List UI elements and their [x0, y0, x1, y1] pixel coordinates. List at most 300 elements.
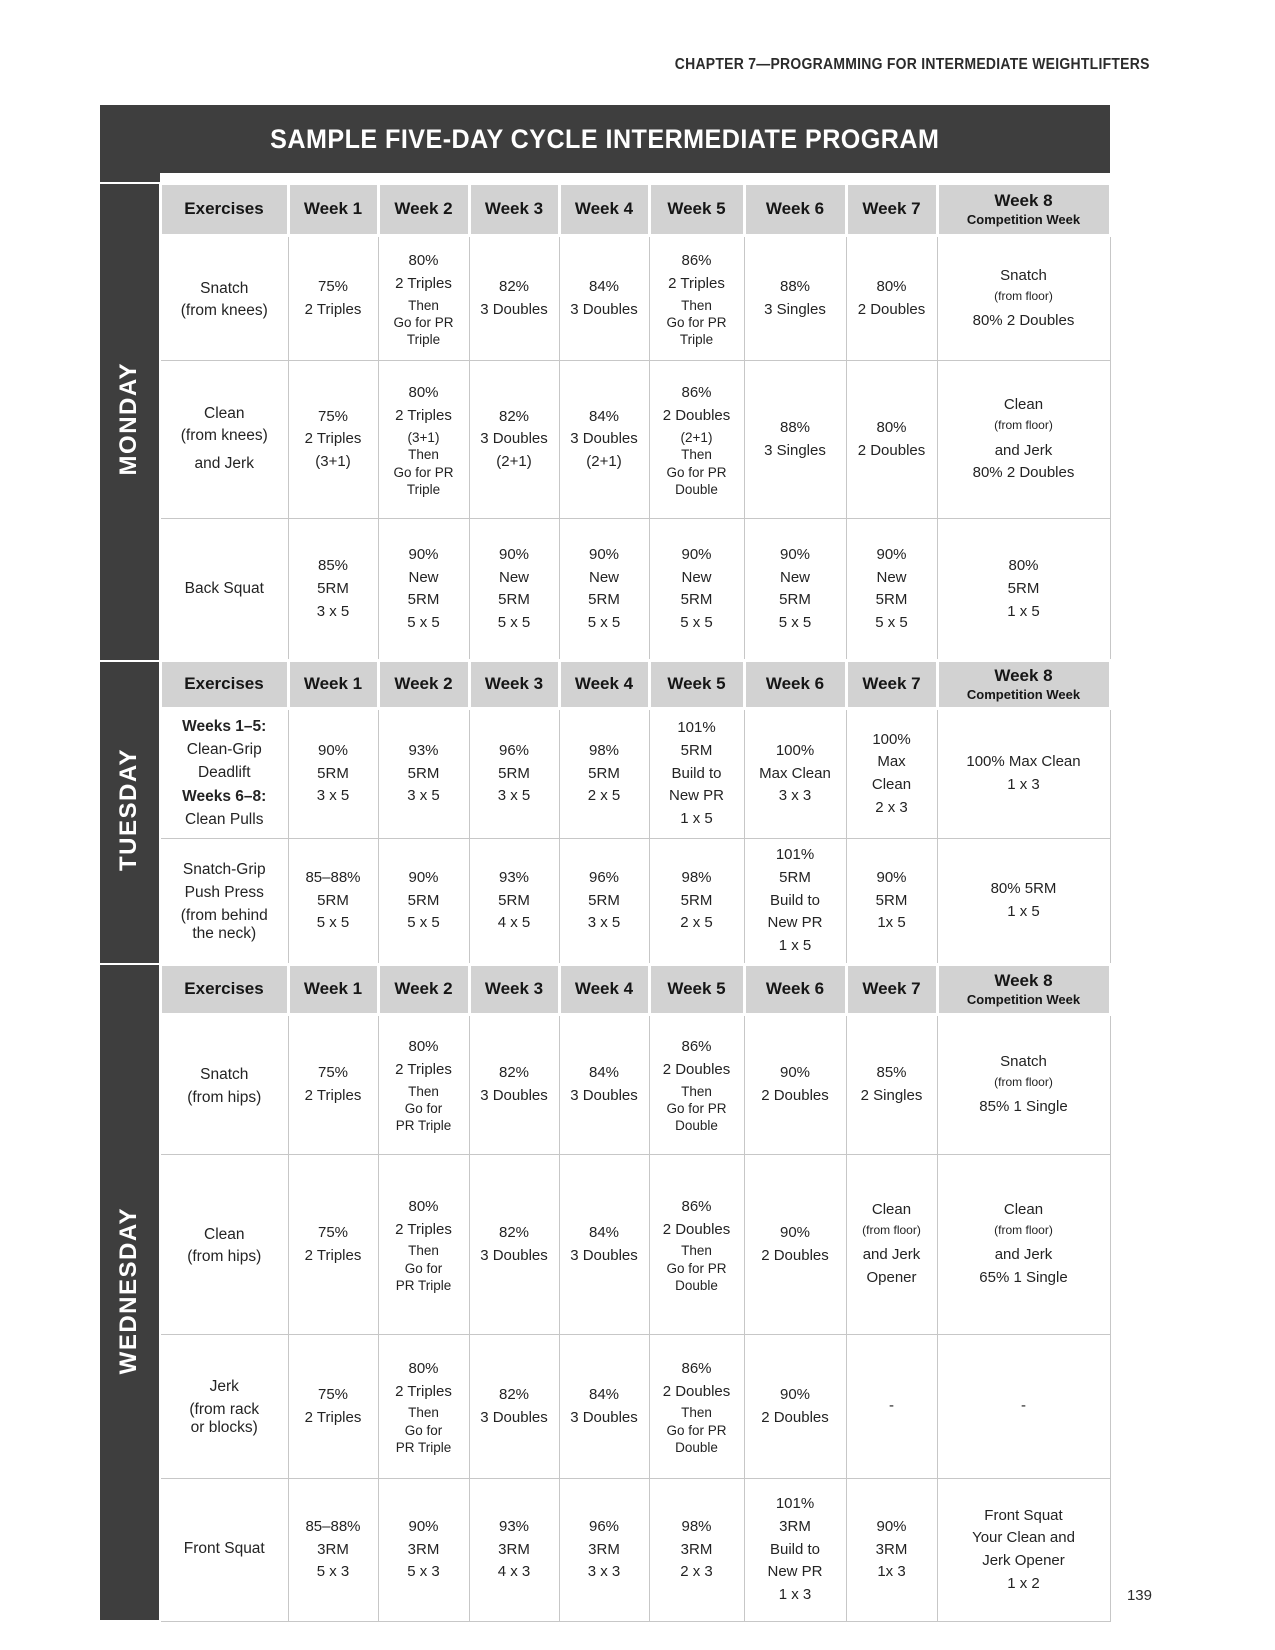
cell-line: 90%: [408, 545, 439, 563]
cell-line: 4 x 3: [497, 1563, 531, 1581]
cell-line: (3+1): [315, 453, 351, 471]
cell-line: Then: [681, 297, 712, 313]
value-cell-week-5: [649, 1154, 744, 1334]
cell-line: 3 x 3: [587, 1563, 621, 1581]
cell-line: 3RM: [317, 1540, 349, 1558]
value-cell-week-4: [559, 1478, 649, 1621]
cell-line: 3 Singles: [764, 300, 826, 318]
exercise-cell: [160, 236, 288, 361]
cell-line: 2 x 3: [875, 798, 908, 816]
value-cell-week-8: [937, 361, 1110, 519]
cell-line: Clean: [871, 1201, 912, 1219]
cell-line: 90%: [876, 868, 907, 886]
week8-title: Week 8: [994, 666, 1053, 685]
cell-line: 5RM: [498, 764, 530, 782]
week8-title: Week 8: [994, 970, 1053, 990]
cell-line: 3 x 5: [316, 602, 350, 620]
cell-line: 5 x 5: [316, 914, 350, 932]
week8-title: Week 8: [994, 191, 1053, 210]
cell-line: Go for: [404, 1260, 443, 1276]
cell-line: 90%: [779, 1064, 811, 1082]
cell-line: 5RM: [407, 591, 440, 609]
cell-line: 2 Doubles: [662, 1061, 731, 1079]
cell-line: 101%: [677, 719, 716, 737]
cell-line: Go for PR: [393, 464, 454, 480]
cell-line: 3 Doubles: [480, 1087, 548, 1105]
cell-line: 1 x 3: [1007, 776, 1040, 794]
cell-line: 2 Triples: [304, 300, 362, 318]
value-cell-week-5: [649, 1334, 744, 1478]
value-cell-week-4: [559, 519, 649, 661]
section-header-row: [100, 661, 1110, 709]
cell-line: 3RM: [407, 1540, 440, 1558]
exercise-cell: [160, 1478, 288, 1621]
day-label-text: MONDAY: [115, 362, 143, 476]
cell-line: PR Triple: [395, 1439, 452, 1455]
cell-line: Then: [681, 447, 712, 463]
cell-line: 1 x 3: [778, 1586, 812, 1604]
value-cell-week-2: [378, 519, 469, 661]
day-label-tuesday: [100, 661, 160, 965]
program-table: [100, 182, 1112, 1622]
cell-line: (from hips): [187, 1088, 262, 1106]
cell-line: 5RM: [875, 591, 908, 609]
table-row: [100, 361, 1110, 519]
value-cell-week-5: [649, 519, 744, 661]
cell-line: 80%: [408, 384, 439, 402]
cell-line: Then: [681, 1405, 712, 1421]
cell-line: 88%: [779, 278, 811, 295]
table-title: SAMPLE FIVE-DAY CYCLE INTERMEDIATE PROGRAM: [270, 123, 940, 154]
cell-line: 3RM: [779, 1517, 811, 1535]
cell-line: 80%: [876, 278, 907, 295]
value-cell-week-6: [744, 1154, 846, 1334]
cell-line: Clean: [871, 776, 912, 794]
cell-line: 2 Doubles: [761, 1087, 829, 1105]
value-cell-week-4: [559, 838, 649, 964]
value-cell-week-1: [288, 1334, 378, 1478]
cell-line: Double: [675, 1439, 718, 1455]
cell-line: 82%: [498, 1223, 530, 1241]
exercise-cell: [160, 1334, 288, 1478]
value-cell-week-4: [559, 236, 649, 361]
cell-line: 2 x 3: [680, 1563, 713, 1581]
cell-line: 2 Doubles: [662, 407, 731, 425]
value-cell-week-6: [744, 1014, 846, 1154]
cell-line: 84%: [588, 407, 620, 425]
cell-line: 96%: [588, 1517, 620, 1535]
column-header-week-3: Week 3: [469, 661, 559, 709]
column-header-week-7: Week 7: [846, 661, 937, 709]
cell-line: Double: [675, 1118, 718, 1134]
cell-line: 3 Doubles: [480, 1408, 548, 1426]
cell-line: 1 x 2: [1007, 1574, 1040, 1592]
value-cell-week-7: [846, 709, 937, 839]
cell-line: 2 Triples: [668, 274, 725, 292]
column-header-week-1: Week 1: [288, 661, 378, 709]
program-table-wrap: [100, 105, 1110, 1622]
cell-line: 80%: [1008, 557, 1039, 575]
cell-line: (2+1): [586, 453, 622, 471]
value-cell-week-2: [378, 361, 469, 519]
cell-line: 3 Doubles: [480, 1246, 548, 1264]
cell-line: 3RM: [680, 1540, 713, 1558]
value-cell-week-4: [559, 1154, 649, 1334]
cell-line: (from floor): [994, 1223, 1053, 1238]
value-cell-week-6: [744, 519, 846, 661]
cell-line: (from hips): [187, 1248, 262, 1266]
cell-line: Clean: [204, 1225, 245, 1243]
table-row: [100, 1154, 1110, 1334]
cell-line: 3 x 5: [587, 914, 621, 932]
cell-line: Push Press: [184, 884, 264, 902]
cell-line: (from floor): [994, 1074, 1053, 1089]
cell-line: 5 x 5: [680, 614, 713, 631]
cell-line: (3+1): [407, 429, 440, 445]
cell-line: Jerk: [209, 1378, 239, 1396]
value-cell-week-8: [937, 1154, 1110, 1334]
cell-line: New: [876, 568, 907, 586]
value-cell-week-1: [288, 1014, 378, 1154]
cell-line: Triple: [679, 332, 714, 348]
cell-line: New: [408, 568, 439, 586]
value-cell-week-3: [469, 1334, 559, 1478]
cell-line: 2 Triples: [304, 1246, 362, 1264]
cell-line: 2 Singles: [860, 1087, 923, 1105]
cell-line: Go for PR: [666, 464, 727, 480]
cell-line: Weeks 6–8:: [182, 787, 267, 805]
cell-line: 3 Doubles: [480, 430, 548, 448]
cell-line: 2 Doubles: [662, 1220, 731, 1238]
value-cell-week-5: [649, 838, 744, 964]
page-number: 139: [1126, 1587, 1152, 1604]
column-header-week-3: Week 3: [469, 184, 559, 236]
cell-line: 82%: [498, 278, 530, 295]
cell-line: 90%: [876, 545, 907, 563]
cell-line: Weeks 1–5:: [182, 717, 267, 735]
value-cell-week-6: [744, 1334, 846, 1478]
cell-line: 85–88%: [305, 1517, 361, 1535]
title-gap-divider: [100, 173, 1110, 182]
cell-line: 3 Singles: [764, 441, 826, 459]
week8-subtitle: Competition Week: [966, 687, 1081, 703]
value-cell-week-6: [744, 1478, 846, 1621]
column-header-week-2: Week 2: [378, 661, 469, 709]
cell-line: Then: [681, 1243, 712, 1259]
cell-line: 80%: [408, 1359, 439, 1377]
cell-line: 86%: [681, 252, 712, 270]
cell-line: 3 Doubles: [570, 1408, 638, 1426]
cell-line: 80%: [408, 252, 439, 270]
cell-line: 100%: [872, 730, 911, 748]
value-cell-week-8: [937, 519, 1110, 661]
value-cell-week-4: [559, 709, 649, 839]
cell-line: 5RM: [680, 741, 713, 759]
cell-line: 86%: [681, 1038, 712, 1056]
value-cell-week-7: [846, 1014, 937, 1154]
cell-line: 98%: [588, 741, 620, 759]
cell-line: 3RM: [498, 1540, 530, 1558]
cell-line: PR Triple: [395, 1118, 452, 1134]
value-cell-week-1: [288, 1154, 378, 1334]
cell-line: Then: [681, 1083, 712, 1099]
column-header-week-6: Week 6: [744, 661, 846, 709]
value-cell-week-5: [649, 1478, 744, 1621]
cell-line: 5 x 3: [407, 1563, 440, 1581]
column-header-week-6: Week 6: [744, 184, 846, 236]
cell-line: Then: [408, 1405, 439, 1421]
cell-line: 98%: [681, 868, 712, 886]
exercise-cell: [160, 1014, 288, 1154]
cell-line: 3 x 3: [778, 787, 812, 805]
value-cell-week-7: [846, 838, 937, 964]
cell-line: 5RM: [588, 591, 620, 609]
value-cell-week-2: [378, 1154, 469, 1334]
cell-line: 1x 5: [877, 914, 906, 932]
cell-line: Go for PR: [666, 314, 727, 330]
cell-line: 3 Doubles: [570, 430, 638, 448]
cell-line: 5RM: [875, 891, 908, 909]
cell-line: 4 x 5: [497, 914, 531, 932]
cell-line: 75%: [317, 278, 349, 295]
cell-line: 5RM: [317, 764, 349, 782]
cell-line: 2 x 5: [587, 787, 621, 805]
cell-line: Max Clean: [759, 764, 831, 782]
cell-line: New PR: [767, 1563, 823, 1581]
cell-line: 5RM: [779, 591, 811, 609]
cell-line: 5 x 5: [407, 614, 440, 631]
cell-line: Triple: [406, 332, 441, 348]
cell-line: Snatch: [200, 1066, 249, 1084]
cell-line: 5RM: [680, 591, 713, 609]
cell-line: 5RM: [779, 868, 811, 886]
value-cell-week-2: [378, 1334, 469, 1478]
cell-line: Go for: [404, 1422, 443, 1438]
cell-line: New: [498, 568, 529, 586]
cell-line: Clean: [1003, 396, 1044, 414]
cell-line: 96%: [498, 741, 530, 759]
table-row: [100, 236, 1110, 361]
cell-line: Go for: [404, 1101, 443, 1117]
cell-line: 85%: [876, 1064, 907, 1082]
value-cell-week-3: [469, 1478, 559, 1621]
cell-line: 2 Triples: [395, 407, 452, 425]
cell-line: 85% 1 Single: [979, 1098, 1068, 1116]
cell-line: (from floor): [994, 288, 1053, 303]
day-label-monday: [100, 184, 160, 661]
cell-line: Clean: [204, 405, 245, 423]
day-label-text: WEDNESDAY: [115, 1206, 143, 1375]
cell-line: 90%: [317, 741, 349, 759]
value-cell-week-3: [469, 1014, 559, 1154]
value-cell-week-8: [937, 236, 1110, 361]
cell-line: Front Squat: [984, 1506, 1063, 1524]
cell-line: 2 Triples: [395, 274, 452, 292]
section-header-row: [100, 964, 1110, 1014]
cell-line: Snatch-Grip: [182, 860, 266, 878]
day-label-wednesday: [100, 964, 160, 1621]
cell-line: 96%: [588, 868, 620, 886]
value-cell-week-1: [288, 236, 378, 361]
cell-line: 75%: [317, 1385, 349, 1403]
cell-line: 2 Triples: [304, 1087, 362, 1105]
value-cell-week-3: [469, 838, 559, 964]
cell-line: 80%: [408, 1038, 439, 1056]
cell-line: 5 x 5: [587, 614, 621, 631]
value-cell-week-1: [288, 709, 378, 839]
cell-line: Double: [675, 481, 718, 497]
exercise-cell: [160, 709, 288, 839]
cell-line: 5RM: [588, 764, 620, 782]
cell-line: 101%: [775, 1495, 815, 1513]
cell-line: 2 Triples: [395, 1382, 452, 1400]
cell-line: New: [779, 568, 810, 586]
column-header-week-7: Week 7: [846, 964, 937, 1014]
value-cell-week-2: [378, 236, 469, 361]
column-header-exercises: Exercises: [160, 964, 288, 1014]
cell-line: 2 Triples: [304, 430, 362, 448]
cell-line: 2 Doubles: [857, 441, 926, 459]
cell-line: Clean Pulls: [185, 811, 264, 829]
table-row: [100, 1478, 1110, 1621]
table-row: [100, 1334, 1110, 1478]
value-cell-week-2: [378, 1014, 469, 1154]
cell-line: 3RM: [875, 1540, 908, 1558]
cell-line: 80%: [876, 419, 907, 436]
cell-line: 2 Doubles: [761, 1246, 829, 1264]
cell-line: Your Clean and: [972, 1529, 1075, 1547]
cell-line: 90%: [498, 545, 530, 563]
value-cell-week-5: [649, 361, 744, 519]
value-cell-week-3: [469, 361, 559, 519]
exercise-cell: [160, 838, 288, 964]
cell-line: 90%: [588, 545, 620, 563]
cell-line: 90%: [779, 1223, 811, 1241]
value-cell-week-2: [378, 1478, 469, 1621]
cell-line: 80% 5RM: [990, 880, 1057, 898]
cell-line: 5RM: [317, 579, 349, 597]
cell-line: -: [1021, 1397, 1026, 1415]
cell-line: Then: [408, 297, 439, 313]
table-title-bar: [100, 105, 1110, 173]
column-header-week-7: Week 7: [846, 184, 937, 236]
cell-line: Build to: [671, 764, 722, 782]
cell-line: 86%: [681, 1359, 712, 1377]
exercise-cell: [160, 1154, 288, 1334]
cell-line: 100%: [775, 741, 815, 759]
cell-line: 90%: [779, 1385, 811, 1403]
cell-line: 80%: [408, 1197, 439, 1215]
cell-line: 3 x 5: [316, 787, 350, 805]
cell-line: 75%: [317, 1223, 349, 1241]
cell-line: 2 Triples: [304, 1408, 362, 1426]
cell-line: (from knees): [180, 427, 268, 445]
cell-line: Then: [408, 1243, 439, 1259]
value-cell-week-7: [846, 361, 937, 519]
cell-line: (from floor): [862, 1223, 921, 1238]
column-header-week-5: Week 5: [649, 184, 744, 236]
cell-line: Go for PR: [666, 1101, 727, 1117]
cell-line: and Jerk: [862, 1246, 921, 1264]
cell-line: Double: [675, 1277, 718, 1293]
cell-line: 80% 2 Doubles: [972, 464, 1075, 482]
cell-line: 5RM: [588, 891, 620, 909]
cell-line: 5 x 5: [778, 614, 812, 631]
exercise-cell: [160, 519, 288, 661]
value-cell-week-7: [846, 1154, 937, 1334]
cell-line: 90%: [876, 1517, 907, 1535]
cell-line: Back Squat: [184, 579, 264, 597]
cell-line: 98%: [681, 1517, 712, 1535]
cell-line: Max: [877, 753, 906, 771]
cell-line: Clean-Grip: [186, 740, 262, 758]
column-header-week-3: Week 3: [469, 964, 559, 1014]
value-cell-week-7: [846, 1478, 937, 1621]
value-cell-week-2: [378, 709, 469, 839]
cell-line: 93%: [498, 868, 530, 886]
value-cell-week-7: [846, 1334, 937, 1478]
value-cell-week-4: [559, 1014, 649, 1154]
cell-line: 1 x 5: [1007, 602, 1040, 620]
value-cell-week-7: [846, 519, 937, 661]
cell-line: 65% 1 Single: [979, 1269, 1068, 1287]
cell-line: Deadlift: [197, 764, 251, 782]
cell-line: 5RM: [498, 591, 530, 609]
value-cell-week-3: [469, 236, 559, 361]
column-header-week-8: [937, 964, 1110, 1014]
cell-line: (2+1): [680, 429, 713, 445]
cell-line: 90%: [681, 545, 712, 563]
cell-line: 86%: [681, 1197, 712, 1215]
cell-line: 5RM: [407, 891, 440, 909]
cell-line: 85–88%: [305, 868, 361, 886]
value-cell-week-5: [649, 709, 744, 839]
cell-line: Go for PR: [666, 1260, 727, 1276]
cell-line: 2 Triples: [395, 1061, 452, 1079]
cell-line: 5RM: [1007, 579, 1040, 597]
column-header-week-5: Week 5: [649, 661, 744, 709]
cell-line: 5RM: [498, 891, 530, 909]
cell-line: Then: [408, 447, 439, 463]
value-cell-week-5: [649, 1014, 744, 1154]
value-cell-week-1: [288, 519, 378, 661]
value-cell-week-7: [846, 236, 937, 361]
value-cell-week-3: [469, 1154, 559, 1334]
cell-line: Jerk Opener: [982, 1552, 1065, 1570]
cell-line: Snatch: [200, 279, 249, 297]
cell-line: 93%: [408, 741, 439, 759]
value-cell-week-6: [744, 361, 846, 519]
cell-line: 85%: [317, 557, 349, 575]
cell-line: 2 Doubles: [857, 300, 926, 318]
cell-line: 2 x 5: [680, 914, 713, 932]
cell-line: (from rack: [189, 1400, 260, 1418]
cell-line: 5 x 3: [316, 1563, 350, 1581]
value-cell-week-8: [937, 838, 1110, 964]
column-header-week-4: Week 4: [559, 964, 649, 1014]
cell-line: 90%: [408, 868, 439, 886]
cell-line: Clean: [1003, 1201, 1044, 1219]
cell-line: 5RM: [317, 891, 349, 909]
cell-line: and Jerk: [194, 455, 254, 473]
section-header-row: [100, 184, 1110, 236]
cell-line: 3 x 5: [407, 787, 440, 805]
table-row: [100, 838, 1110, 964]
value-cell-week-8: [937, 709, 1110, 839]
chapter-header: CHAPTER 7—PROGRAMMING FOR INTERMEDIATE WEIGHTLIFTERS: [675, 56, 1150, 73]
cell-line: 90%: [779, 545, 811, 563]
cell-line: Build to: [769, 1540, 821, 1558]
